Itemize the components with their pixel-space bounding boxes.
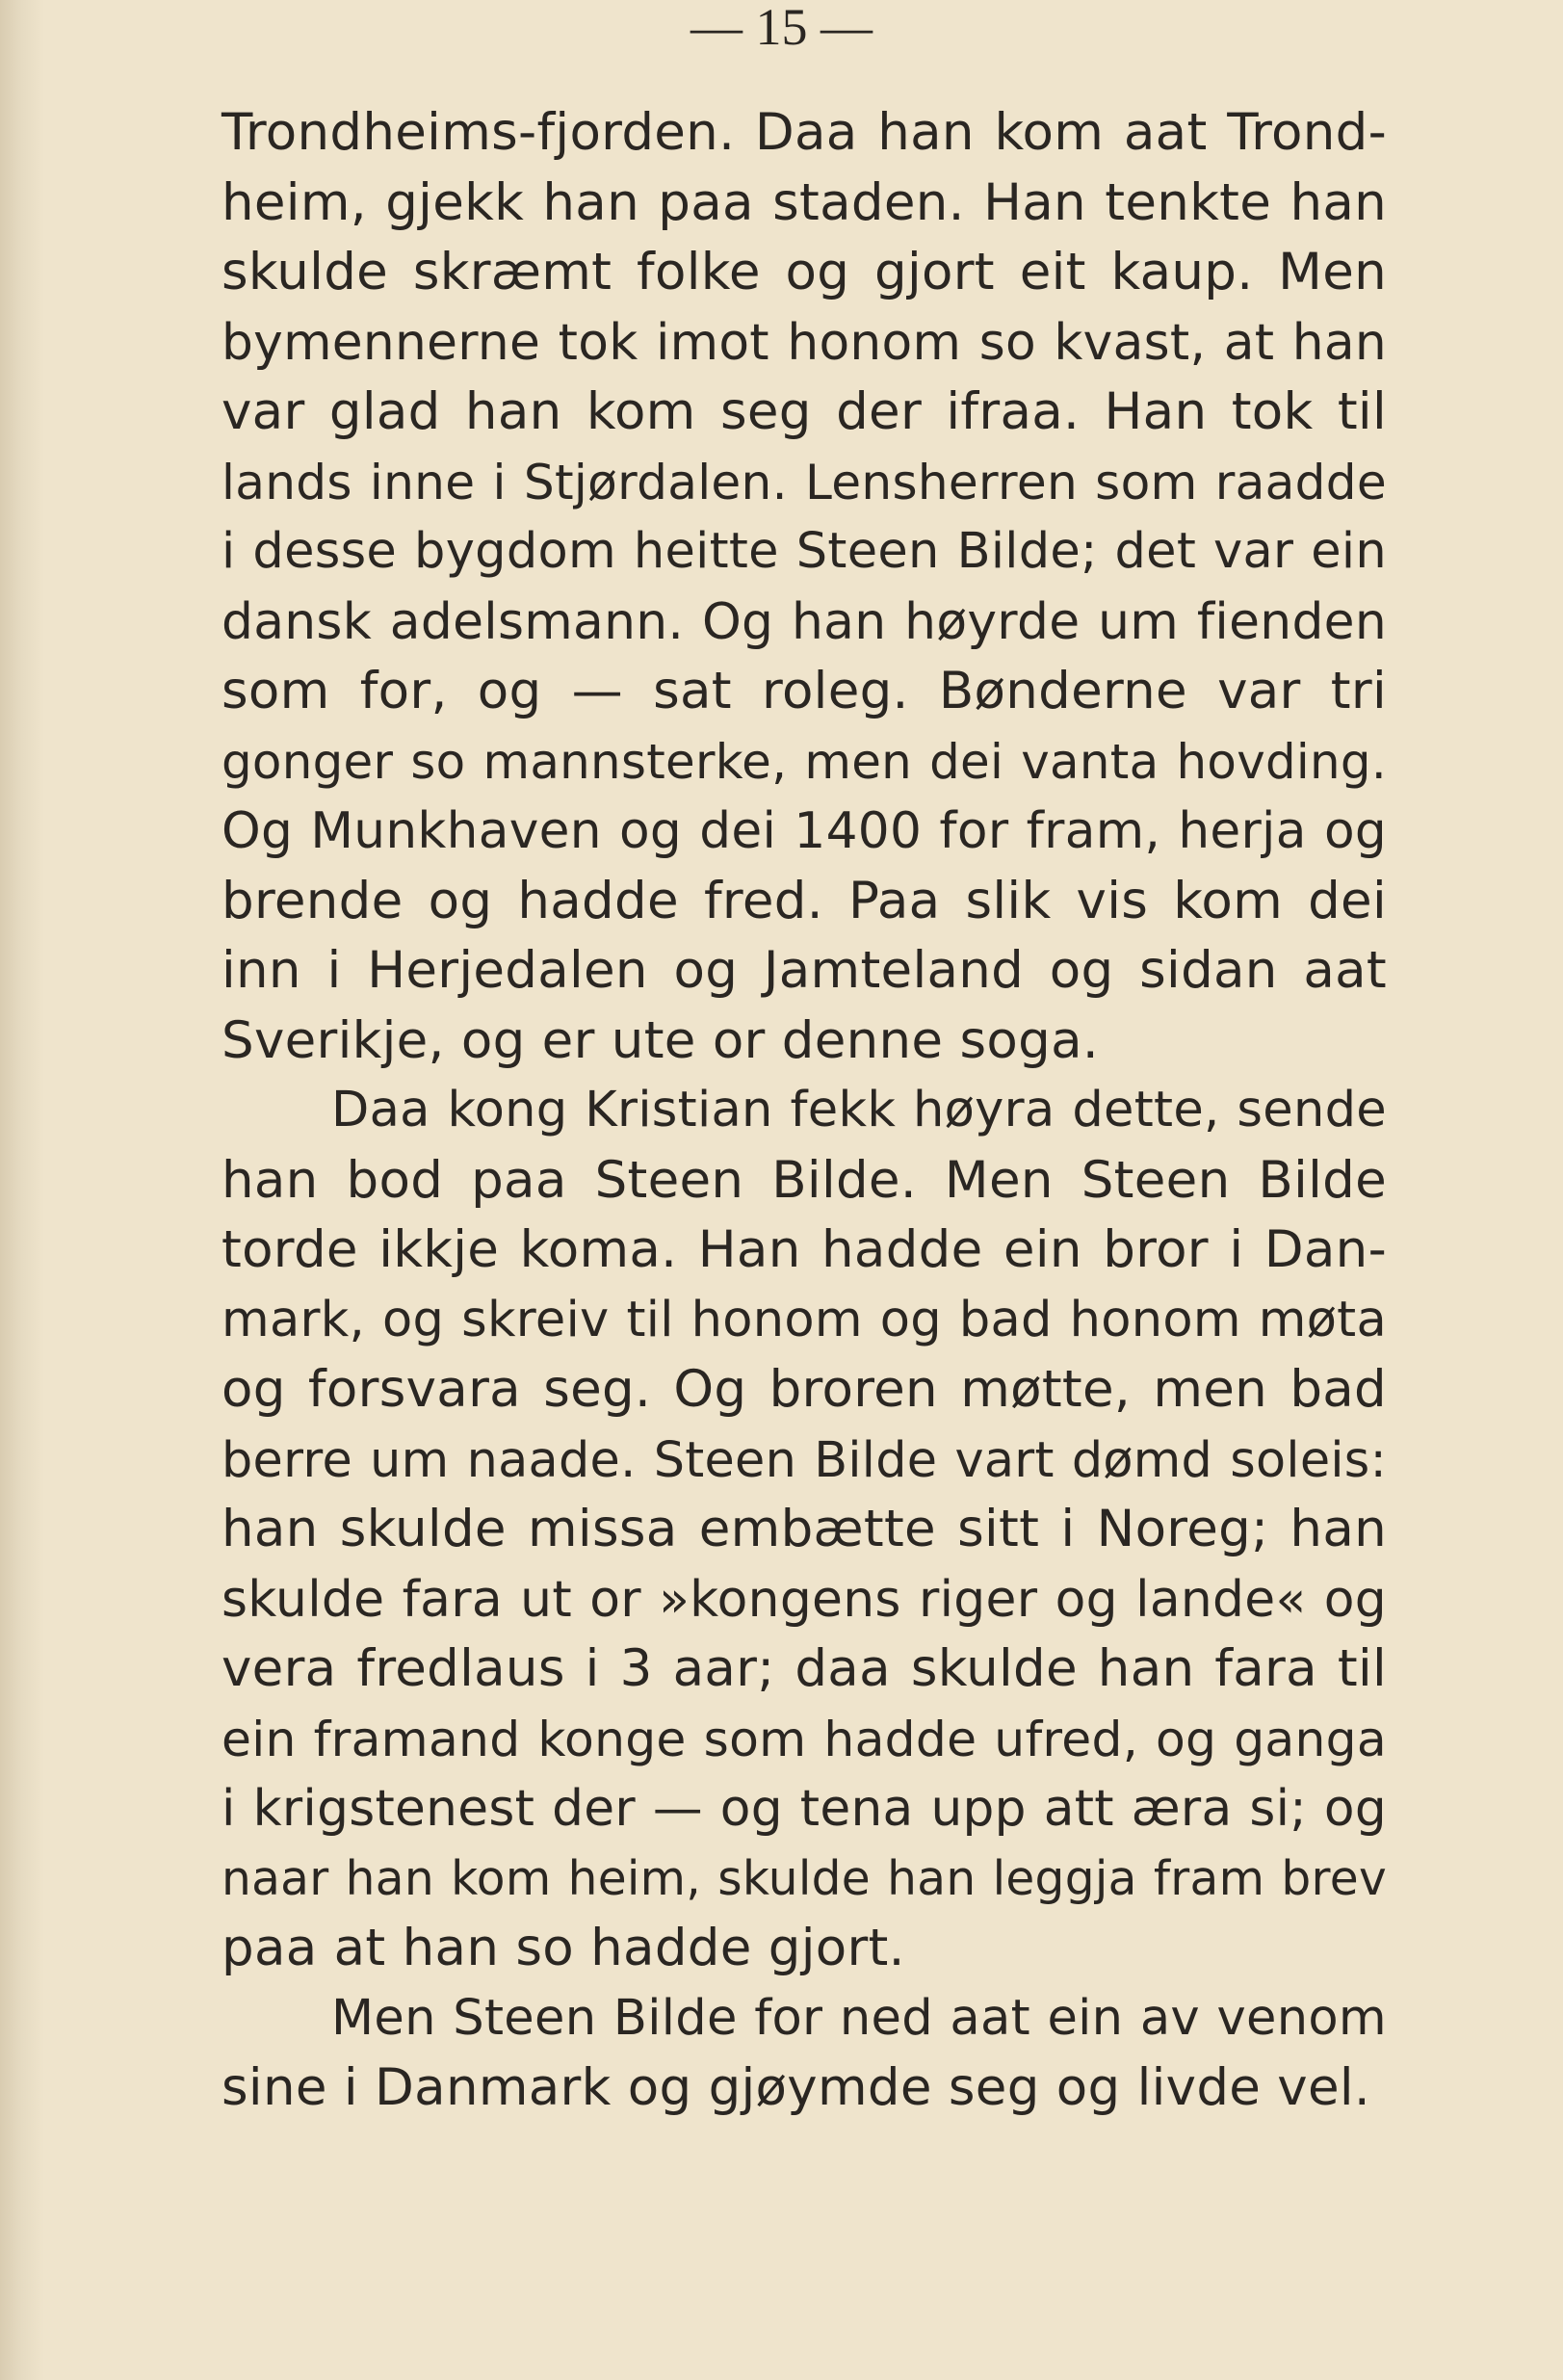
text-line: han skulde missa embætte sitt i Noreg; han: [221, 1500, 1387, 1558]
text-line: Trondheims-fjorden. Daa han kom aat Trond-: [221, 103, 1387, 162]
paragraph: [221, 1076, 1387, 1984]
text-line: sine i Danmark og gjøymde seg og livde vel.: [221, 2058, 1371, 2117]
text-line: torde ikkje koma. Han hadde ein bror i Dan-: [221, 1220, 1387, 1279]
text-line: gonger so mannsterke, men dei vanta hovding.: [221, 733, 1387, 790]
text-line: og forsvara seg. Og broren møtte, men bad: [221, 1360, 1387, 1419]
text-line: Men Steen Bilde for ned aat ein av venom: [331, 1989, 1387, 2047]
text-line: Og Munkhaven og dei 1400 for fram, herja og: [221, 802, 1387, 860]
text-line: i desse bygdom heitte Steen Bilde; det var ein: [221, 523, 1387, 580]
text-line: han bod paa Steen Bilde. Men Steen Bilde: [221, 1150, 1387, 1210]
text-line: skulde skræmt folke og gjort eit kaup. Men: [221, 243, 1387, 301]
text-line: heim, gjekk han paa staden. Han tenkte han: [221, 172, 1387, 232]
text-line: lands inne i Stjørdalen. Lensherren som raadde: [221, 453, 1387, 510]
text-line: vera fredlaus i 3 aar; daa skulde han fara til: [221, 1639, 1387, 1698]
paragraph: [221, 1984, 1387, 2124]
text-line: var glad han kom seg der ifraa. Han tok til: [221, 382, 1387, 441]
page-number: — 15 —: [690, 0, 873, 56]
page-binding-edge: [0, 0, 44, 2380]
text-line: ein framand konge som hadde ufred, og ganga: [221, 1710, 1387, 1767]
text-line: berre um naade. Steen Bilde vart dømd soleis:: [221, 1430, 1387, 1488]
text-line: paa at han so hadde gjort.: [221, 1919, 905, 1977]
text-line: inn i Herjedalen og Jamteland og sidan aat: [221, 941, 1387, 1000]
text-line: brende og hadde fred. Paa slik vis kom dei: [221, 871, 1387, 930]
text-line: Sverikje, og er ute or denne soga.: [221, 1010, 1099, 1070]
text-line: mark, og skreiv til honom og bad honom møta: [221, 1291, 1387, 1348]
text-line: naar han kom heim, skulde han leggja fram brev: [221, 1851, 1387, 1906]
text-line: i krigstenest der — og tena upp att æra si; og: [221, 1780, 1387, 1838]
text-line: dansk adelsmann. Og han høyrde um fienden: [221, 592, 1387, 651]
text-line: bymennerne tok imot honom so kvast, at han: [221, 313, 1387, 372]
paragraph: [221, 98, 1387, 1076]
text-line: Daa kong Kristian fekk høyra dette, sende: [331, 1082, 1387, 1138]
text-line: skulde fara ut or »kongens riger og lande« og: [221, 1570, 1387, 1629]
body-text: [221, 98, 1387, 2124]
text-line: som for, og — sat roleg. Bønderne var tri: [221, 662, 1387, 720]
